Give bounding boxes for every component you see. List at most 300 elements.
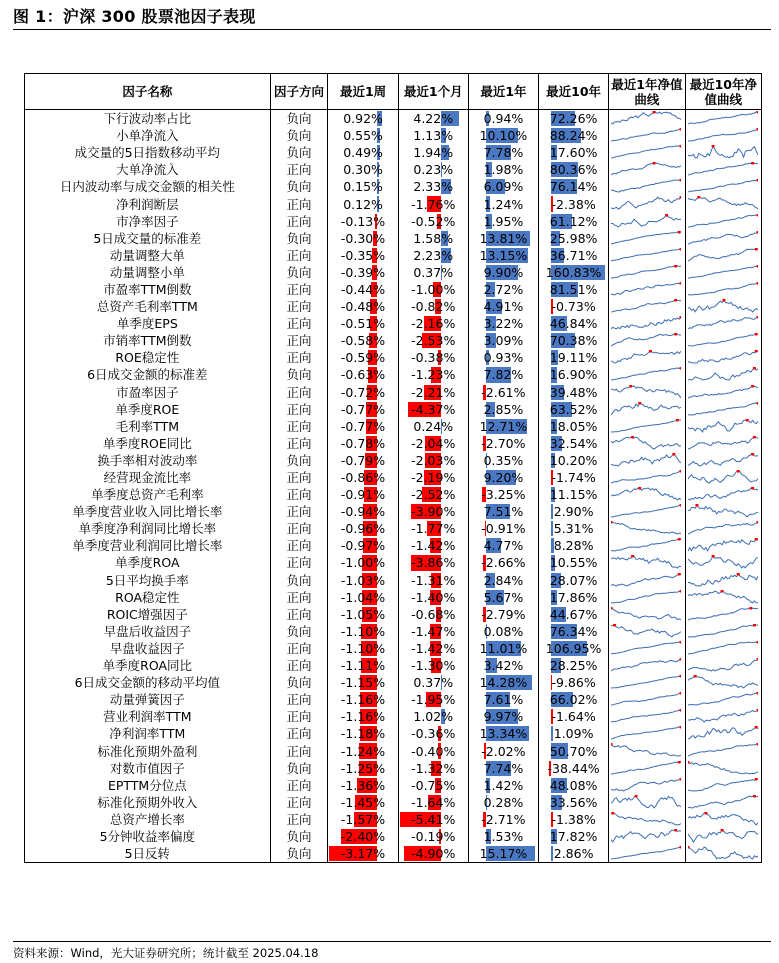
- return-cell-month: [398, 281, 468, 298]
- factor-name: 动量调整大单: [25, 247, 271, 264]
- return-cell-month: [398, 401, 468, 418]
- return-cell-month: [398, 366, 468, 383]
- factor-name: 毛利率TTM: [25, 418, 271, 435]
- net-value-sparkline: [611, 282, 681, 297]
- header-last-month: 最近1个月: [398, 74, 468, 110]
- return-value: -2.38%: [551, 196, 596, 212]
- curve-10y-cell: [685, 520, 761, 537]
- return-cell-week: [328, 110, 398, 128]
- return-cell-tenyear: [539, 469, 609, 486]
- return-value: 106.95%: [545, 640, 602, 656]
- factor-direction: 负向: [270, 178, 328, 195]
- factor-direction: 正向: [270, 537, 328, 554]
- curve-10y-cell: [685, 384, 761, 401]
- return-cell-month: [398, 554, 468, 571]
- factor-row: [25, 281, 762, 298]
- return-value: 0.12%: [343, 196, 383, 212]
- return-cell-month: [398, 520, 468, 537]
- sparkline-peak-marker: [678, 573, 681, 576]
- curve-10y-cell: [685, 537, 761, 554]
- factor-direction: 正向: [270, 384, 328, 401]
- return-value: -2.61%: [481, 384, 526, 400]
- net-value-sparkline: [688, 436, 758, 451]
- return-cell-month: [398, 674, 468, 691]
- return-value: 7.61%: [483, 692, 524, 708]
- return-cell-week: [328, 418, 398, 435]
- return-value: -0.40%: [411, 743, 456, 759]
- return-value: 28.07%: [549, 572, 598, 588]
- return-cell-tenyear: [539, 811, 609, 828]
- return-cell-week: [328, 554, 398, 571]
- header-curve-1y: 最近1年净值曲线: [609, 74, 685, 110]
- net-value-sparkline: [688, 658, 758, 673]
- curve-1y-cell: [609, 589, 685, 606]
- return-cell-tenyear: [539, 418, 609, 435]
- factor-direction: 正向: [270, 315, 328, 332]
- return-cell-week: [328, 281, 398, 298]
- curve-10y-cell: [685, 811, 761, 828]
- return-cell-week: [328, 486, 398, 503]
- factor-name: 单季度营业收入同比增长率: [25, 503, 271, 520]
- return-value: 2.90%: [553, 504, 594, 520]
- return-cell-week: [328, 195, 398, 212]
- factor-direction: 负向: [270, 623, 328, 640]
- return-cell-year: [468, 811, 538, 828]
- sparkline-path: [688, 556, 758, 568]
- return-cell-month: [398, 264, 468, 281]
- net-value-sparkline: [688, 743, 758, 758]
- sparkline-peak-marker: [680, 709, 682, 712]
- sparkline-path: [611, 215, 681, 227]
- curve-10y-cell: [685, 742, 761, 759]
- factor-row: [25, 230, 762, 247]
- sparkline-path: [688, 642, 758, 654]
- net-value-sparkline: [688, 675, 758, 690]
- sparkline-peak-marker: [680, 128, 682, 131]
- factor-name: 单季度营业利润同比增长率: [25, 537, 271, 554]
- return-cell-tenyear: [539, 708, 609, 725]
- return-value: 46.84%: [549, 316, 598, 332]
- return-cell-tenyear: [539, 486, 609, 503]
- factor-name: 5日反转: [25, 845, 271, 863]
- curve-10y-cell: [685, 144, 761, 161]
- return-cell-year: [468, 178, 538, 195]
- return-value: 18.05%: [549, 418, 598, 434]
- sparkline-peak-marker: [680, 590, 682, 593]
- net-value-sparkline: [688, 214, 758, 229]
- net-value-sparkline: [611, 624, 681, 639]
- return-value: 70.38%: [549, 333, 598, 349]
- sparkline-path: [688, 625, 758, 637]
- factor-row: [25, 708, 762, 725]
- return-cell-month: [398, 486, 468, 503]
- return-value: -1.47%: [411, 623, 456, 639]
- curve-10y-cell: [685, 264, 761, 281]
- net-value-sparkline: [611, 402, 681, 417]
- net-value-sparkline: [611, 419, 681, 434]
- factor-name: 早盘后收益因子: [25, 623, 271, 640]
- sparkline-path: [611, 283, 681, 295]
- factor-name: ROIC增强因子: [25, 606, 271, 623]
- return-cell-month: [398, 794, 468, 811]
- factor-name: 单季度ROE: [25, 401, 271, 418]
- return-value: 160.83%: [545, 264, 602, 280]
- return-cell-month: [398, 725, 468, 742]
- sparkline-path: [611, 813, 681, 825]
- factor-row: [25, 401, 762, 418]
- curve-1y-cell: [609, 520, 685, 537]
- net-value-sparkline: [688, 282, 758, 297]
- curve-10y-cell: [685, 401, 761, 418]
- net-value-sparkline: [688, 453, 758, 468]
- return-value: -0.91%: [481, 521, 526, 537]
- return-cell-year: [468, 486, 538, 503]
- return-value: 2.72%: [483, 281, 524, 297]
- factor-row: [25, 725, 762, 742]
- return-value: -0.79%: [340, 452, 386, 468]
- net-value-sparkline: [688, 385, 758, 400]
- return-cell-month: [398, 247, 468, 264]
- return-value: 36.71%: [549, 247, 598, 263]
- factor-name: 单季度ROA同比: [25, 657, 271, 674]
- factor-row: [25, 691, 762, 708]
- return-value: 9.20%: [483, 470, 524, 486]
- sparkline-peak-marker: [680, 692, 682, 695]
- sparkline-path: [611, 300, 681, 312]
- net-value-sparkline: [611, 658, 681, 673]
- net-value-sparkline: [611, 573, 681, 588]
- curve-1y-cell: [609, 674, 685, 691]
- return-cell-month: [398, 691, 468, 708]
- return-cell-week: [328, 384, 398, 401]
- sparkline-peak-marker: [736, 470, 739, 473]
- curve-1y-cell: [609, 230, 685, 247]
- factor-row: [25, 828, 762, 845]
- net-value-sparkline: [611, 453, 681, 468]
- return-cell-year: [468, 161, 538, 178]
- sparkline-path: [688, 249, 758, 261]
- curve-1y-cell: [609, 537, 685, 554]
- return-value: -1.74%: [551, 470, 596, 486]
- return-value: 0.23%: [413, 162, 454, 178]
- sparkline-path: [688, 420, 758, 432]
- curve-1y-cell: [609, 110, 685, 128]
- net-value-sparkline: [611, 555, 681, 570]
- sparkline-peak-marker: [678, 538, 681, 541]
- curve-10y-cell: [685, 469, 761, 486]
- return-cell-year: [468, 520, 538, 537]
- return-cell-year: [468, 640, 538, 657]
- return-cell-tenyear: [539, 178, 609, 195]
- return-value: -1.36%: [340, 777, 386, 793]
- sparkline-path: [611, 539, 681, 551]
- curve-1y-cell: [609, 708, 685, 725]
- return-value: 6.09%: [483, 179, 524, 195]
- net-value-sparkline: [611, 761, 681, 776]
- return-cell-week: [328, 144, 398, 161]
- return-cell-year: [468, 452, 538, 469]
- factor-direction: 负向: [270, 572, 328, 589]
- return-cell-tenyear: [539, 161, 609, 178]
- return-value: -0.94%: [340, 504, 386, 520]
- net-value-sparkline: [688, 538, 758, 553]
- return-value: -0.68%: [411, 606, 456, 622]
- factor-direction: 负向: [270, 674, 328, 691]
- return-value: 7.74%: [483, 760, 524, 776]
- curve-10y-cell: [685, 161, 761, 178]
- return-cell-week: [328, 623, 398, 640]
- sparkline-path: [688, 334, 758, 346]
- factor-name: 小单净流入: [25, 127, 271, 144]
- net-value-sparkline: [611, 333, 681, 348]
- factor-name: EPTTM分位点: [25, 777, 271, 794]
- sparkline-path: [688, 403, 758, 415]
- return-value: 72.26%: [549, 111, 598, 127]
- return-value: -0.91%: [340, 487, 386, 503]
- return-cell-tenyear: [539, 230, 609, 247]
- return-cell-month: [398, 178, 468, 195]
- sparkline-peak-marker: [751, 162, 754, 165]
- return-cell-year: [468, 828, 538, 845]
- return-value: -0.52%: [411, 213, 456, 229]
- sparkline-path: [611, 625, 681, 637]
- return-cell-month: [398, 161, 468, 178]
- return-cell-week: [328, 332, 398, 349]
- return-cell-month: [398, 418, 468, 435]
- return-cell-year: [468, 760, 538, 777]
- return-cell-week: [328, 315, 398, 332]
- return-value: -2.04%: [411, 435, 456, 451]
- curve-10y-cell: [685, 572, 761, 589]
- return-cell-week: [328, 401, 398, 418]
- return-value: -2.02%: [481, 743, 526, 759]
- return-value: 80.36%: [549, 162, 598, 178]
- return-value: 0.37%: [413, 264, 454, 280]
- net-value-sparkline: [611, 111, 681, 126]
- return-value: -1.00%: [411, 281, 456, 297]
- sparkline-peak-marker: [754, 248, 757, 251]
- return-cell-month: [398, 845, 468, 863]
- sparkline-path: [611, 368, 681, 380]
- return-value: 63.52%: [549, 401, 598, 417]
- sparkline-path: [611, 454, 681, 466]
- return-cell-week: [328, 537, 398, 554]
- return-cell-month: [398, 537, 468, 554]
- curve-10y-cell: [685, 623, 761, 640]
- sparkline-path: [611, 112, 681, 124]
- net-value-sparkline: [688, 555, 758, 570]
- return-value: 61.12%: [549, 213, 598, 229]
- factor-name: 总资产增长率: [25, 811, 271, 828]
- figure-title: 图 1：沪深 300 股票池因子表现: [13, 7, 256, 26]
- sparkline-path: [611, 659, 681, 671]
- factor-direction: 正向: [270, 589, 328, 606]
- return-cell-tenyear: [539, 503, 609, 520]
- curve-1y-cell: [609, 828, 685, 845]
- curve-1y-cell: [609, 247, 685, 264]
- sparkline-path: [688, 693, 758, 705]
- curve-1y-cell: [609, 640, 685, 657]
- return-cell-year: [468, 298, 538, 315]
- return-value: 1.58%: [413, 230, 454, 246]
- return-cell-tenyear: [539, 554, 609, 571]
- factor-name: 日内波动率与成交金额的相关性: [25, 178, 271, 195]
- curve-10y-cell: [685, 332, 761, 349]
- sparkline-path: [611, 779, 681, 791]
- net-value-sparkline: [688, 504, 758, 519]
- sparkline-path: [688, 197, 758, 209]
- net-value-sparkline: [688, 624, 758, 639]
- return-cell-month: [398, 469, 468, 486]
- return-cell-year: [468, 127, 538, 144]
- return-cell-week: [328, 435, 398, 452]
- factor-row: [25, 606, 762, 623]
- curve-10y-cell: [685, 657, 761, 674]
- return-cell-month: [398, 640, 468, 657]
- factor-direction: 正向: [270, 418, 328, 435]
- curve-10y-cell: [685, 298, 761, 315]
- curve-10y-cell: [685, 777, 761, 794]
- factor-name: 对数市值因子: [25, 760, 271, 777]
- return-value: 0.92%: [343, 111, 383, 127]
- sparkline-path: [611, 266, 681, 278]
- return-value: -1.10%: [340, 623, 386, 639]
- sparkline-peak-marker: [680, 675, 682, 678]
- net-value-sparkline: [688, 795, 758, 810]
- return-cell-month: [398, 332, 468, 349]
- factor-direction: 正向: [270, 708, 328, 725]
- curve-1y-cell: [609, 657, 685, 674]
- return-value: 11.15%: [549, 487, 598, 503]
- net-value-sparkline: [688, 590, 758, 605]
- return-value: -2.79%: [481, 606, 526, 622]
- return-value: -4.90%: [411, 846, 456, 862]
- factor-row: [25, 298, 762, 315]
- factor-direction: 正向: [270, 332, 328, 349]
- sparkline-path: [611, 505, 681, 517]
- factor-name: 营业利润率TTM: [25, 708, 271, 725]
- factor-row: [25, 213, 762, 230]
- sparkline-path: [611, 386, 681, 398]
- sparkline-peak-marker: [680, 726, 682, 729]
- factor-direction: 正向: [270, 298, 328, 315]
- sparkline-path: [611, 351, 681, 363]
- table-header-row: [25, 74, 762, 110]
- return-value: 5.67%: [483, 589, 524, 605]
- return-cell-year: [468, 213, 538, 230]
- sparkline-path: [688, 454, 758, 466]
- factor-row: [25, 469, 762, 486]
- return-cell-week: [328, 469, 398, 486]
- return-value: 0.55%: [343, 128, 383, 144]
- factor-row: [25, 760, 762, 777]
- net-value-sparkline: [688, 128, 758, 143]
- sparkline-path: [611, 471, 681, 483]
- sparkline-path: [611, 693, 681, 705]
- return-cell-year: [468, 572, 538, 589]
- curve-1y-cell: [609, 213, 685, 230]
- return-cell-week: [328, 452, 398, 469]
- return-value: 44.67%: [549, 606, 598, 622]
- net-value-sparkline: [611, 436, 681, 451]
- return-value: 11.01%: [479, 640, 528, 656]
- return-cell-week: [328, 691, 398, 708]
- sparkline-path: [688, 232, 758, 244]
- sparkline-path: [688, 317, 758, 329]
- data-bar: [551, 726, 553, 741]
- return-value: 0.15%: [343, 179, 383, 195]
- return-cell-week: [328, 674, 398, 691]
- factor-name: 动量调整小单: [25, 264, 271, 281]
- net-value-sparkline: [611, 214, 681, 229]
- return-value: 0.93%: [483, 350, 524, 366]
- curve-10y-cell: [685, 213, 761, 230]
- factor-direction: 负向: [270, 845, 328, 863]
- sparkline-path: [688, 437, 758, 449]
- factor-direction: 正向: [270, 520, 328, 537]
- return-cell-tenyear: [539, 725, 609, 742]
- curve-10y-cell: [685, 315, 761, 332]
- return-value: 4.77%: [483, 538, 524, 554]
- net-value-sparkline: [611, 521, 681, 536]
- factor-direction: 负向: [270, 828, 328, 845]
- factor-name: 单季度净利润同比增长率: [25, 520, 271, 537]
- factor-name: 早盘收益因子: [25, 640, 271, 657]
- curve-10y-cell: [685, 281, 761, 298]
- sparkline-path: [611, 762, 681, 774]
- return-cell-year: [468, 469, 538, 486]
- sparkline-path: [688, 300, 758, 312]
- return-cell-year: [468, 537, 538, 554]
- sparkline-peak-marker: [680, 846, 682, 849]
- net-value-sparkline: [688, 419, 758, 434]
- sparkline-peak-marker: [756, 402, 758, 405]
- net-value-sparkline: [688, 846, 758, 861]
- return-value: -0.51%: [340, 316, 386, 332]
- return-cell-tenyear: [539, 589, 609, 606]
- net-value-sparkline: [611, 726, 681, 741]
- net-value-sparkline: [688, 299, 758, 314]
- return-value: -1.30%: [411, 658, 456, 674]
- factor-direction: 正向: [270, 503, 328, 520]
- return-cell-week: [328, 777, 398, 794]
- curve-10y-cell: [685, 230, 761, 247]
- net-value-sparkline: [611, 504, 681, 519]
- return-value: 1.02%: [413, 709, 454, 725]
- return-value: 10.20%: [549, 452, 598, 468]
- return-cell-tenyear: [539, 315, 609, 332]
- return-value: -0.77%: [340, 401, 386, 417]
- return-cell-tenyear: [539, 691, 609, 708]
- net-value-sparkline: [688, 316, 758, 331]
- factor-direction: 正向: [270, 554, 328, 571]
- return-cell-month: [398, 811, 468, 828]
- return-cell-year: [468, 332, 538, 349]
- net-value-sparkline: [688, 196, 758, 211]
- factor-name: 标准化预期外盈利: [25, 742, 271, 759]
- curve-1y-cell: [609, 452, 685, 469]
- curve-1y-cell: [609, 384, 685, 401]
- net-value-sparkline: [611, 248, 681, 263]
- sparkline-path: [611, 334, 681, 346]
- factor-direction: 正向: [270, 161, 328, 178]
- return-cell-month: [398, 213, 468, 230]
- curve-10y-cell: [685, 828, 761, 845]
- factor-name: 市盈率因子: [25, 384, 271, 401]
- return-cell-tenyear: [539, 537, 609, 554]
- factor-direction: 正向: [270, 247, 328, 264]
- curve-10y-cell: [685, 486, 761, 503]
